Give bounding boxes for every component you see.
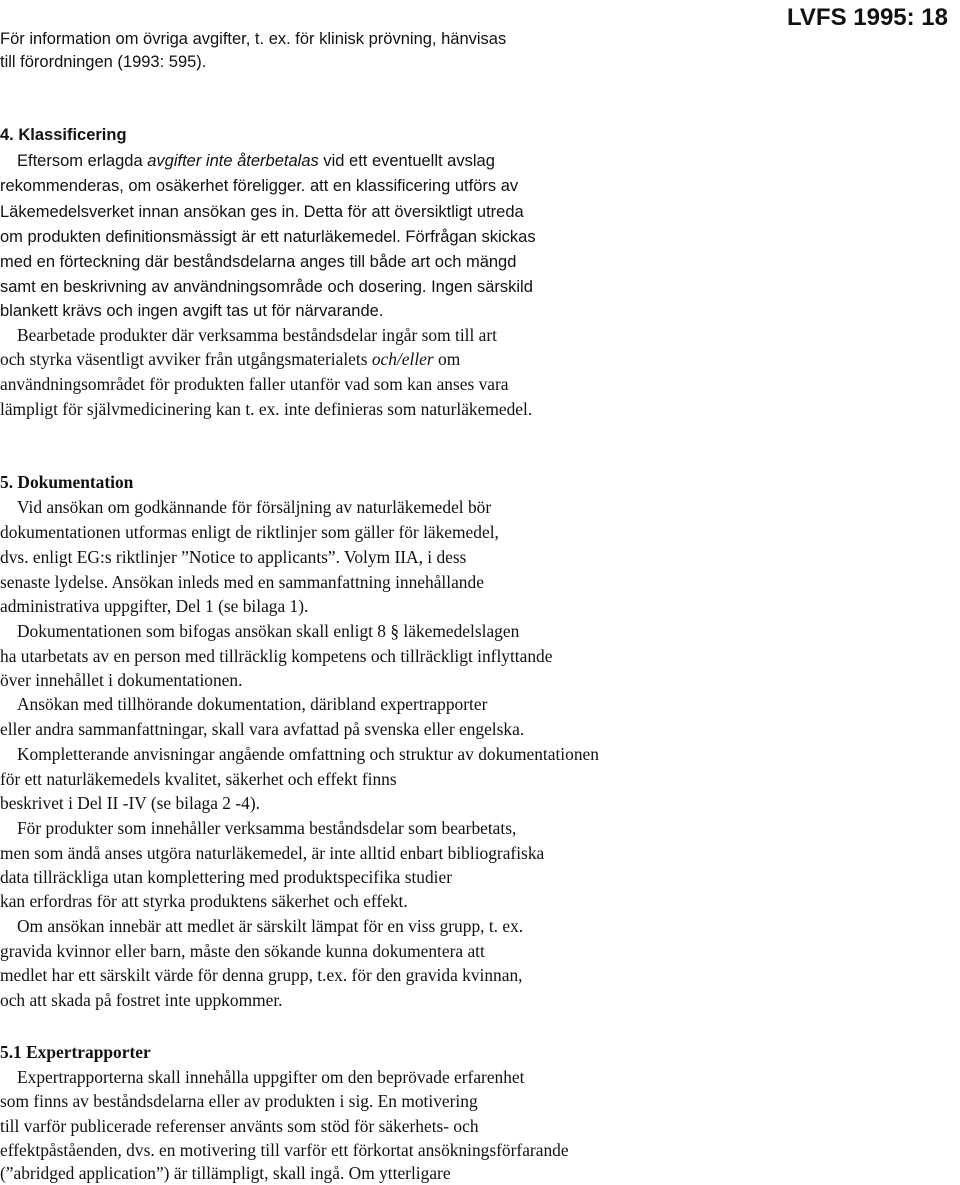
section-heading-klassificering: 4. Klassificering [0, 126, 127, 144]
text-run: och styrka väsentligt avviker från utgångsmaterialets [0, 349, 372, 369]
paragraph-line: över innehållet i dokumentationen. [0, 670, 243, 690]
italic-text-run: avgifter inte återbetalas [147, 152, 319, 170]
paragraph-line: Expertrapporterna skall innehålla uppgifter om den beprövade erfarenhet [17, 1067, 525, 1087]
paragraph-line [0, 150, 495, 172]
paragraph-line: Bearbetade produkter där verksamma beståndsdelar ingår som till art [17, 325, 498, 345]
paragraph-line: samt en beskrivning av användningsområde och dosering. Ingen särskild [0, 278, 533, 296]
intro-line: För information om övriga avgifter, t. ex. för klinisk prövning, hänvisas [0, 30, 507, 48]
section-heading-dokumentation: 5. Dokumentation [0, 472, 134, 492]
paragraph-line: Om ansökan innebär att medlet är särskilt lämpat för en viss grupp, t. ex. [17, 916, 524, 936]
paragraph-line: kan erfordras för att styrka produktens säkerhet och effekt. [0, 891, 408, 911]
text-run: Eftersom erlagda [17, 152, 148, 170]
paragraph-line: Dokumentationen som bifogas ansökan skall enligt 8 § läkemedelslagen [17, 621, 520, 641]
paragraph-line: rekommenderas, om osäkerhet föreligger. att en klassificering utförs av [0, 177, 519, 195]
paragraph-line: för ett naturläkemedels kvalitet, säkerhet och effekt finns [0, 769, 397, 789]
document-id-header: LVFS 1995: 18 [787, 4, 948, 31]
paragraph-line: Läkemedelsverket innan ansökan ges in. Detta för att översiktligt utreda [0, 203, 524, 221]
paragraph-line: blankett krävs och ingen avgift tas ut för närvarande. [0, 302, 384, 320]
paragraph-line: administrativa uppgifter, Del 1 (se bilaga 1). [0, 596, 309, 616]
paragraph-line: senaste lydelse. Ansökan inleds med en sammanfattning innehållande [0, 572, 484, 592]
paragraph-line: gravida kvinnor eller barn, måste den sökande kunna dokumentera att [0, 941, 485, 961]
paragraph-line: Kompletterande anvisningar angående omfattning och struktur av dokumentationen [17, 744, 599, 764]
paragraph-line: medlet har ett särskilt värde för denna grupp, t.ex. för den gravida kvinnan, [0, 965, 523, 985]
paragraph-line: Ansökan med tillhörande dokumentation, däribland expertrapporter [17, 694, 488, 714]
paragraph-line: dokumentationen utformas enligt de riktlinjer som gäller för läkemedel, [0, 522, 499, 542]
paragraph-line: (”abridged application”) är tillämpligt, skall ingå. Om ytterligare [0, 1163, 451, 1183]
text-run: om [433, 349, 461, 369]
paragraph-line: beskrivet i Del II -IV (se bilaga 2 -4). [0, 793, 260, 813]
paragraph-line: Vid ansökan om godkännande för försäljning av naturläkemedel bör [17, 497, 492, 517]
paragraph-line: data tillräckliga utan komplettering med produktspecifika studier [0, 867, 453, 887]
intro-line: till förordningen (1993: 595). [0, 53, 207, 71]
italic-text-run: och/eller [371, 349, 434, 369]
paragraph-line: lämpligt för självmedicinering kan t. ex. inte definieras som naturläkemedel. [0, 399, 533, 419]
paragraph-line: men som ändå anses utgöra naturläkemedel, är inte alltid enbart bibliografiska [0, 843, 545, 863]
section-heading-expertrapporter: 5.1 Expertrapporter [0, 1042, 151, 1062]
paragraph-line: För produkter som innehåller verksamma beståndsdelar som bearbetats, [17, 818, 517, 838]
paragraph-line [0, 348, 460, 370]
text-run: vid ett eventuellt avslag [318, 152, 495, 170]
paragraph-line: med en förteckning där beståndsdelarna anges till både art och mängd [0, 253, 517, 271]
paragraph-line: ha utarbetats av en person med tillräcklig kompetens och tillräckligt inflyttande [0, 646, 553, 666]
paragraph-line: som finns av beståndsdelarna eller av produkten i sig. En motivering [0, 1091, 478, 1111]
paragraph-line: till varför publicerade referenser använts som stöd för säkerhets- och [0, 1116, 479, 1136]
paragraph-line: användningsområdet för produkten faller utanför vad som kan anses vara [0, 374, 509, 394]
paragraph-line: eller andra sammanfattningar, skall vara avfattad på svenska eller engelska. [0, 719, 525, 739]
paragraph-line: och att skada på fostret inte uppkommer. [0, 990, 283, 1010]
paragraph-line: effektpåståenden, dvs. en motivering till varför ett förkortat ansökningsförfarande [0, 1140, 569, 1160]
paragraph-line: om produkten definitionsmässigt är ett naturläkemedel. Förfrågan skickas [0, 228, 536, 246]
paragraph-line: dvs. enligt EG:s riktlinjer ”Notice to applicants”. Volym IIA, i dess [0, 547, 467, 567]
